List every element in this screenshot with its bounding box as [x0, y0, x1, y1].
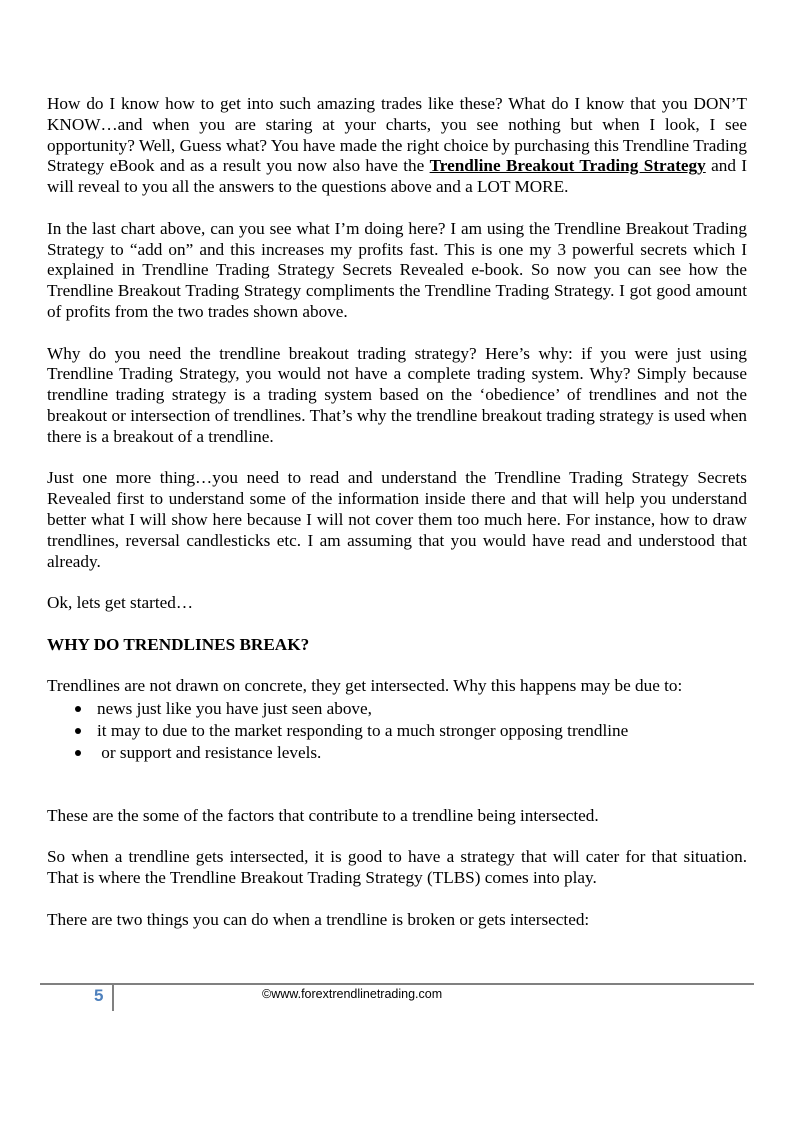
paragraph-get-started: Ok, lets get started…	[47, 593, 194, 613]
paragraph-why-need: Why do you need the trendline breakout trading strategy? Here’s why: if you were just using Trendline Trading Strategy, you would not have a complete trading system. Why? Simply because trendline trading strategy is a trading system based on the ‘obedience’ of trendlines and not the breakout or intersection of trendlines. That’s why the trendline breakout trading strategy is used when there is a breakout of a trendline.	[47, 343, 747, 446]
paragraph-one-more-thing: Just one more thing…you need to read and understand the Trendline Trading Strategy Secrets Revealed first to understand some of the information inside there and that will help you understand better what I will show here because I will not cover them too much here. For instance, how to draw trendlines, reversal candlesticks etc. I am assuming that you would have read and understood that already.	[47, 468, 747, 571]
paragraph-intro-text: How do I know how to get into such amazing trades like these? What do I know that you DON’T KNOW…and when you are staring at your charts, you see nothing but when I look, I see opportunity? Well, Guess what? You have made the right choice by purchasing this Trendline Trading Strategy eBook and as a result you now also have the	[47, 94, 747, 176]
paragraph-factors: These are the some of the factors that contribute to a trendline being intersected.	[47, 805, 599, 825]
list-item	[47, 742, 747, 764]
bullet-icon	[75, 750, 81, 756]
paragraph-intro-text-end: and I will reveal to you all the answers to the questions above and a LOT MORE.	[47, 156, 748, 197]
list-item-text: news just like you have just seen above,	[97, 699, 372, 719]
list-item-text: or support and resistance levels.	[97, 743, 322, 763]
page-number-divider	[112, 985, 114, 1011]
list-item	[47, 720, 747, 742]
bullet-icon	[75, 728, 81, 734]
trendline-breakout-strategy-link[interactable]: Trendline Breakout Trading Strategy	[429, 156, 706, 176]
paragraph-last-chart: In the last chart above, can you see what I’m doing here? I am using the Trendline Breakout Trading Strategy to “add on” and this increases my profits fast. This is one my 3 powerful secrets which I explained in Trendline Trading Strategy Secrets Revealed e-book. So now you can see how the Trendline Breakout Trading Strategy compliments the Trendline Trading Strategy. I got good amount of profits from the two trades shown above.	[47, 218, 747, 321]
footer-url: ©www.forextrendlinetrading.com	[262, 987, 443, 1001]
page-number: 5	[94, 986, 104, 1005]
document-body	[47, 94, 747, 930]
section-heading: WHY DO TRENDLINES BREAK?	[47, 634, 310, 654]
reasons-list	[47, 698, 747, 764]
paragraph-two-things: There are two things you can do when a trendline is broken or gets intersected:	[47, 909, 590, 929]
paragraph-strategy: So when a trendline gets intersected, it is good to have a strategy that will cater for that situation. That is where the Trendline Breakout Trading Strategy (TLBS) comes into play.	[47, 847, 747, 888]
footer-divider	[40, 983, 754, 985]
list-item-text: it may to due to the market responding to a much stronger opposing trendline	[97, 721, 629, 741]
bullet-icon	[75, 706, 81, 712]
list-item	[47, 698, 747, 720]
paragraph-trendlines-intersected: Trendlines are not drawn on concrete, they get intersected. Why this happens may be due to:	[47, 676, 683, 696]
paragraph-intro	[47, 94, 747, 198]
